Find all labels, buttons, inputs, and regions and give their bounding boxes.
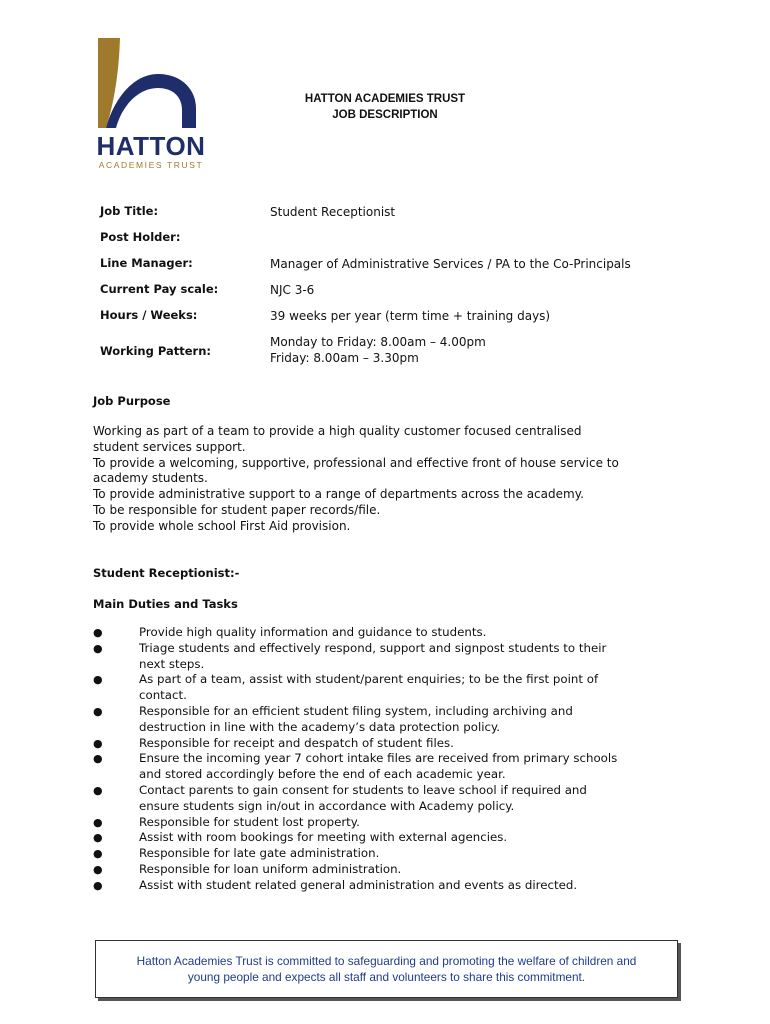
purpose-line: Working as part of a team to provide a high quality customer focused centralised bbox=[93, 424, 582, 438]
detail-value: 39 weeks per year (term time + training days) bbox=[270, 309, 551, 323]
duty-text-line: Ensure the incoming year 7 cohort intake files are received from primary schools bbox=[139, 751, 618, 766]
job-purpose-text bbox=[93, 424, 683, 535]
job-purpose-section bbox=[93, 394, 683, 535]
bullet-icon: ● bbox=[93, 862, 103, 876]
logo-subtitle: ACADEMIES TRUST bbox=[98, 160, 204, 170]
bullet-icon: ● bbox=[93, 831, 103, 845]
bullet-icon: ● bbox=[93, 704, 103, 718]
detail-row-working-pattern bbox=[100, 334, 700, 368]
detail-label: Current Pay scale: bbox=[100, 282, 219, 296]
duty-item bbox=[93, 736, 683, 752]
duty-item bbox=[93, 625, 683, 641]
duty-item bbox=[93, 830, 683, 846]
bullet-icon: ● bbox=[93, 752, 103, 766]
duty-text-line: Responsible for loan uniform administration. bbox=[139, 861, 402, 876]
detail-row-post-holder bbox=[100, 230, 700, 256]
duty-item bbox=[93, 672, 683, 704]
logo-wordmark: HATTON bbox=[96, 131, 206, 161]
detail-label: Working Pattern: bbox=[100, 344, 211, 358]
detail-row-line-manager bbox=[100, 256, 700, 282]
document-header bbox=[270, 91, 500, 123]
statement-line-1: Hatton Academies Trust is committed to safeguarding and promoting the welfare of children and bbox=[136, 954, 637, 968]
purpose-line: academy students. bbox=[93, 471, 208, 486]
bullet-icon: ● bbox=[93, 847, 103, 861]
duties-heading: Main Duties and Tasks bbox=[93, 597, 238, 611]
job-details bbox=[100, 204, 700, 368]
detail-value: NJC 3-6 bbox=[270, 283, 315, 297]
bullet-icon: ● bbox=[93, 815, 103, 829]
duty-item bbox=[93, 641, 683, 673]
duty-item bbox=[93, 878, 683, 894]
logo-h-mark-icon bbox=[86, 36, 216, 136]
document-title: JOB DESCRIPTION bbox=[332, 109, 438, 121]
detail-row-pay-scale bbox=[100, 282, 700, 308]
detail-row-job-title bbox=[100, 204, 700, 230]
duty-text-line: ensure students sign in/out in accordance with Academy policy. bbox=[139, 798, 515, 813]
duty-item bbox=[93, 783, 683, 815]
bullet-icon: ● bbox=[93, 626, 103, 639]
duty-text-line: Assist with student related general administration and events as directed. bbox=[139, 877, 578, 892]
duty-text-line: Responsible for late gate administration. bbox=[139, 846, 380, 861]
duty-text-line: Responsible for an efficient student filing system, including archiving and bbox=[139, 703, 573, 718]
purpose-line: student services support. bbox=[93, 439, 246, 454]
duty-text-line: Responsible for student lost property. bbox=[139, 814, 360, 829]
purpose-line: To provide administrative support to a range of departments across the academy. bbox=[93, 487, 584, 502]
role-heading: Student Receptionist:- bbox=[93, 566, 240, 580]
duty-item bbox=[93, 704, 683, 736]
duty-text-line: Provide high quality information and guidance to students. bbox=[139, 625, 487, 639]
duty-text-line: Responsible for receipt and despatch of student files. bbox=[139, 735, 454, 750]
bullet-icon: ● bbox=[93, 736, 103, 750]
duty-item bbox=[93, 751, 683, 783]
safeguarding-statement bbox=[104, 953, 669, 985]
detail-label: Line Manager: bbox=[100, 256, 193, 270]
duty-text-line: next steps. bbox=[139, 656, 205, 671]
duties-list bbox=[93, 625, 683, 894]
hatton-logo bbox=[86, 36, 216, 168]
bullet-icon: ● bbox=[93, 673, 103, 687]
duty-text-line: As part of a team, assist with student/parent enquiries; to be the first point of bbox=[139, 672, 599, 687]
statement-line-2: young people and expects all staff and volunteers to share this commitment. bbox=[187, 970, 586, 984]
bullet-icon: ● bbox=[93, 783, 103, 797]
duty-item bbox=[93, 846, 683, 862]
organisation-title: HATTON ACADEMIES TRUST bbox=[304, 93, 466, 105]
job-purpose-heading: Job Purpose bbox=[93, 394, 171, 408]
detail-value: Manager of Administrative Services / PA to the Co-Principals bbox=[270, 257, 631, 271]
purpose-line: To provide a welcoming, supportive, professional and effective front of house service to bbox=[93, 455, 619, 470]
detail-label: Job Title: bbox=[100, 204, 159, 218]
safeguarding-statement-box bbox=[95, 940, 678, 998]
detail-label: Post Holder: bbox=[100, 230, 181, 244]
duty-item bbox=[93, 815, 683, 831]
duty-text-line: and stored accordingly before the end of each academic year. bbox=[139, 767, 506, 782]
detail-row-hours bbox=[100, 308, 700, 334]
detail-label: Hours / Weeks: bbox=[100, 308, 198, 322]
bullet-icon: ● bbox=[93, 641, 103, 655]
duty-text-line: Triage students and effectively respond, support and signpost students to their bbox=[139, 640, 607, 655]
duty-text-line: destruction in line with the academy’s data protection policy. bbox=[139, 719, 501, 734]
detail-value: Student Receptionist bbox=[270, 205, 396, 219]
duty-item bbox=[93, 862, 683, 878]
working-pattern-line-2: Friday: 8.00am – 3.30pm bbox=[270, 351, 419, 365]
detail-value bbox=[270, 334, 486, 366]
duty-text-line: contact. bbox=[139, 688, 187, 703]
purpose-line: To provide whole school First Aid provision. bbox=[93, 518, 351, 533]
duty-text-line: Assist with room bookings for meeting with external agencies. bbox=[139, 830, 508, 845]
working-pattern-line-1: Monday to Friday: 8.00am – 4.00pm bbox=[270, 335, 486, 349]
bullet-icon: ● bbox=[93, 878, 103, 892]
duty-text-line: Contact parents to gain consent for students to leave school if required and bbox=[139, 782, 587, 797]
purpose-line: To be responsible for student paper records/file. bbox=[93, 502, 381, 517]
